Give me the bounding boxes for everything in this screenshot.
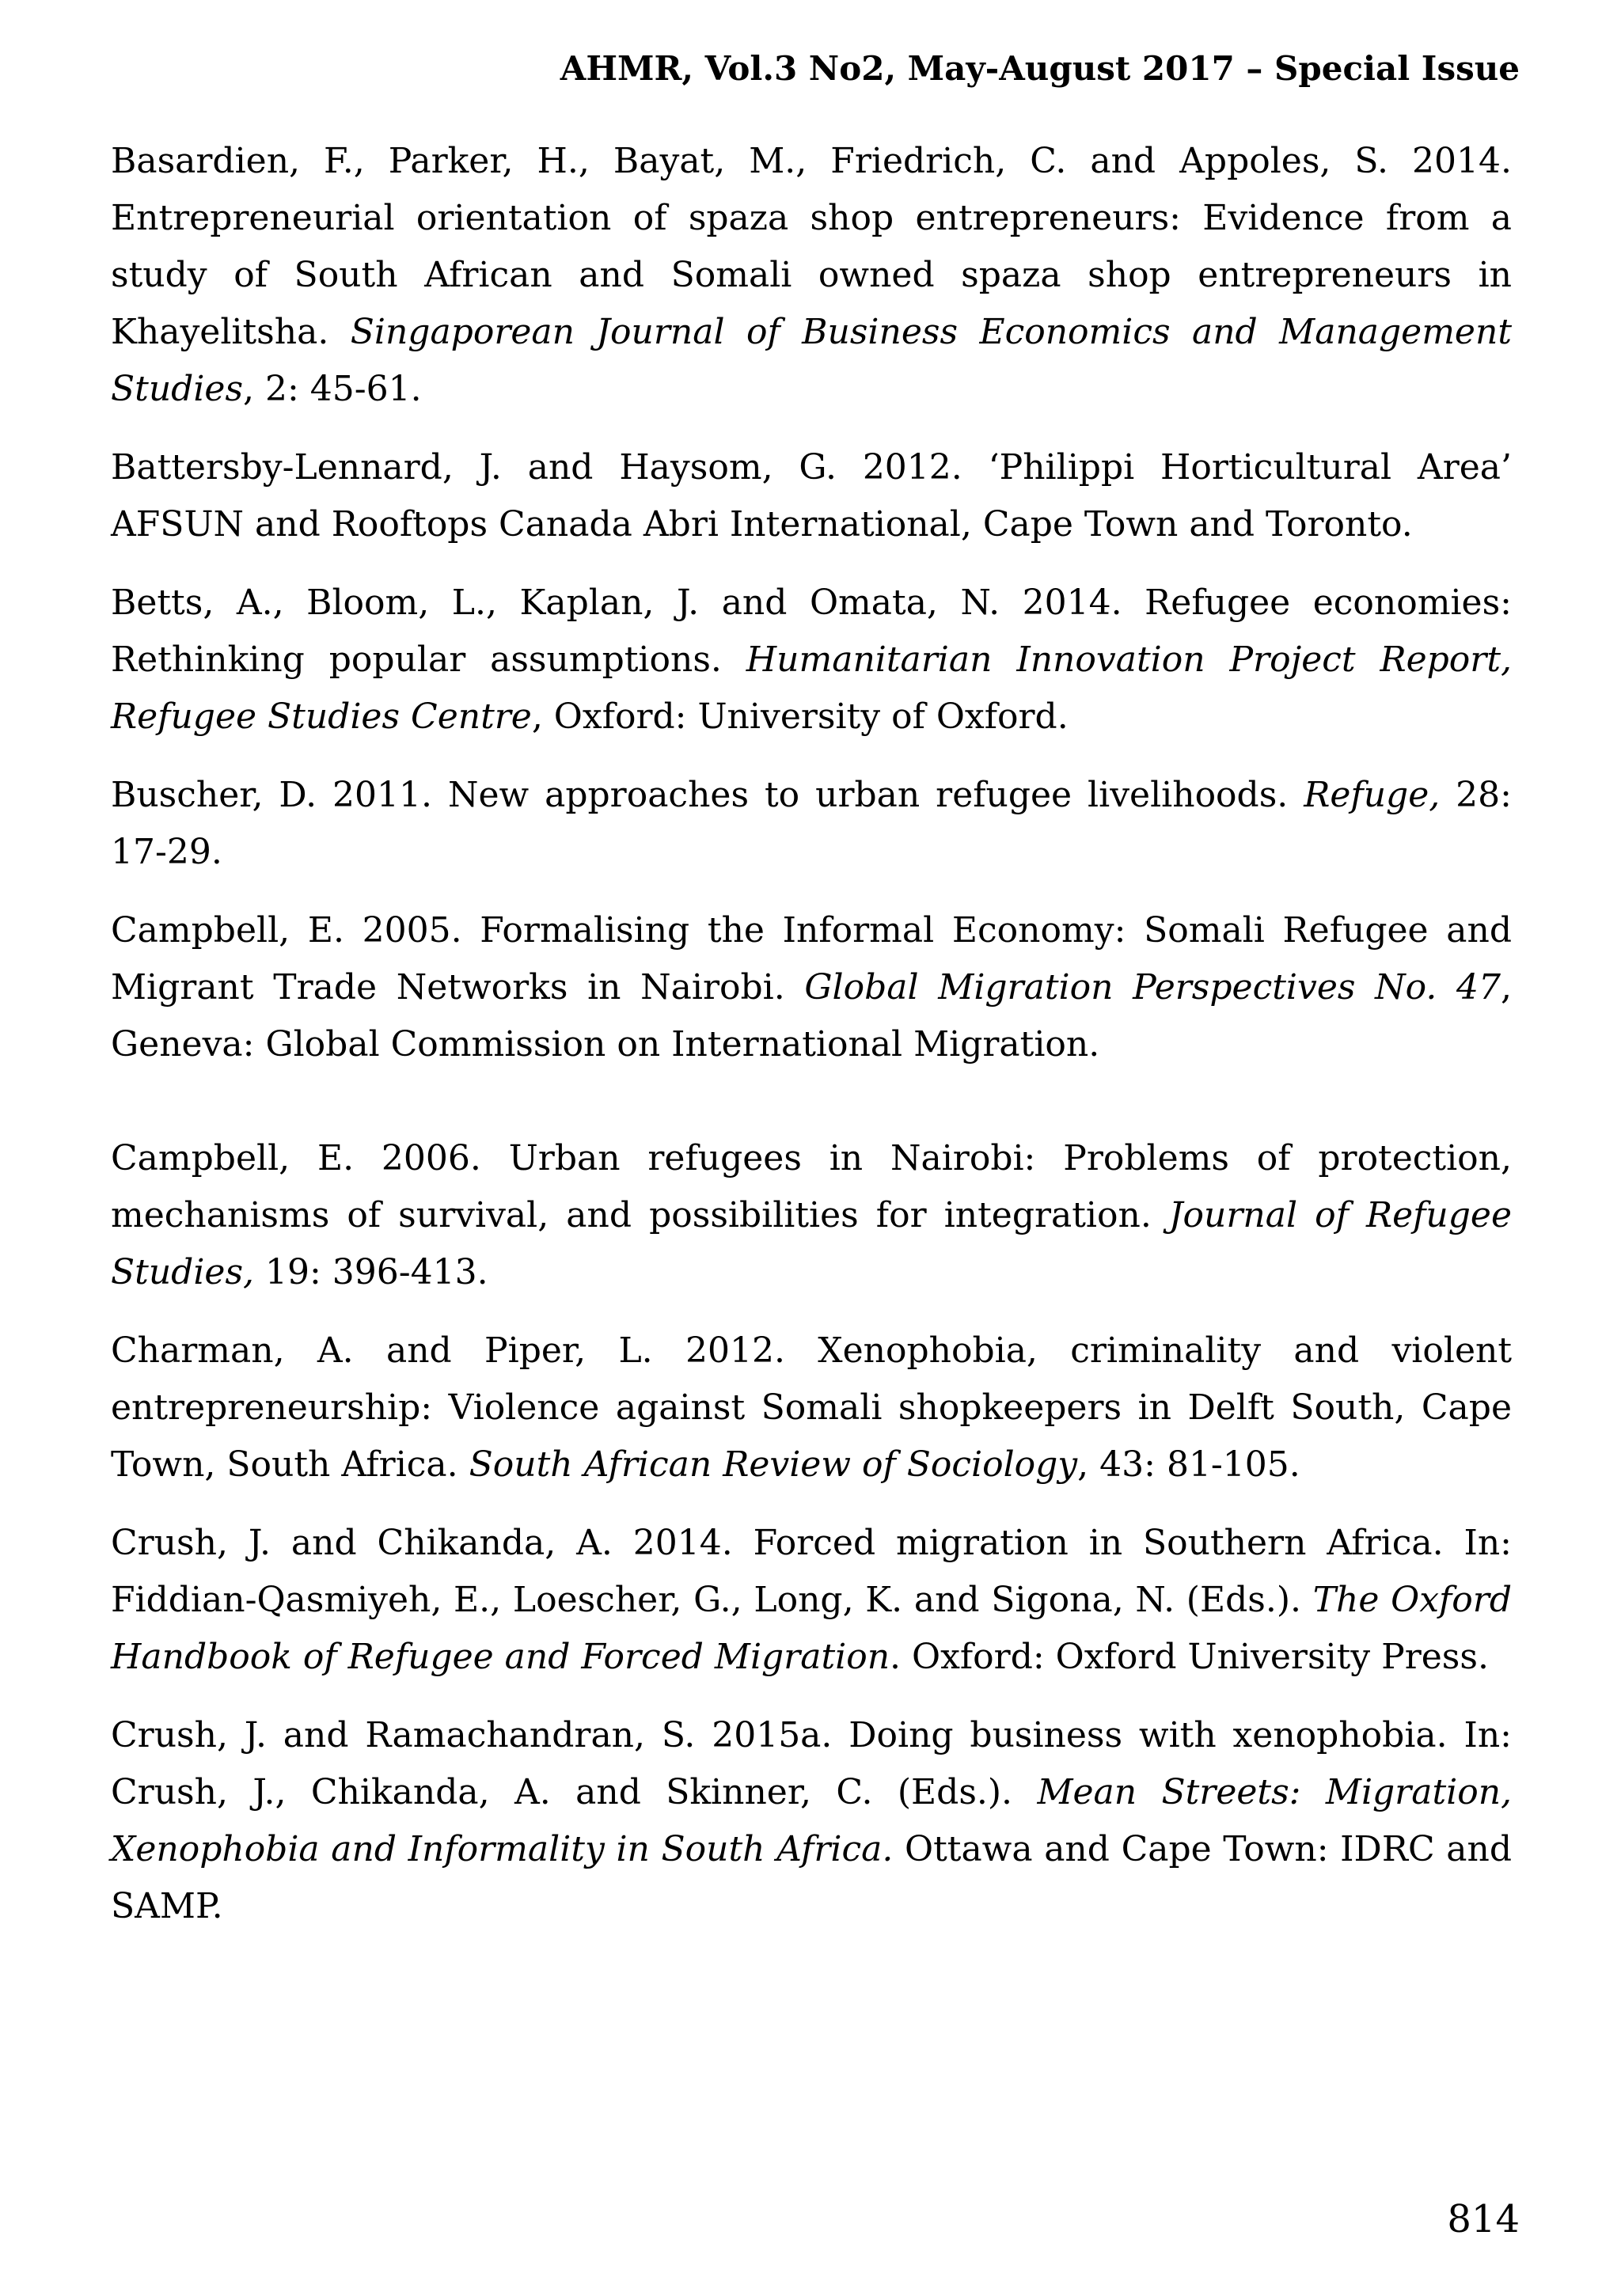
reference-buscher-2011 — [111, 767, 1512, 881]
reference-source-italic: Refuge, — [1304, 775, 1441, 815]
reference-text: Campbell, E. 2006. Urban refugees in Nairobi: Problems of protection, mechanisms of survival, and possibilities for integration. — [111, 1138, 1512, 1235]
reference-details: Ottawa and Cape Town: IDRC and SAMP. — [111, 1829, 1512, 1926]
reference-basardien-2014 — [111, 133, 1512, 418]
running-header: AHMR, Vol.3 No2, May-August 2017 – Special Issue — [560, 49, 1520, 88]
reference-source-italic: South African Review of Sociology — [469, 1444, 1078, 1485]
reference-text: Charman, A. and Piper, L. 2012. Xenophobia, criminality and violent entrepreneurship: Violence against Somali shopkeepers in Delft South, Cape Town, South Africa. — [111, 1330, 1512, 1485]
reference-text: Betts, A., Bloom, L., Kaplan, J. and Omata, N. 2014. Refugee economies: Rethinking popular assumptions. — [111, 583, 1512, 680]
reference-list — [111, 133, 1512, 1956]
reference-details: , Oxford: University of Oxford. — [531, 696, 1069, 737]
reference-source-italic: Humanitarian Innovation Project Report, Refugee Studies Centre — [111, 639, 1512, 737]
reference-text: Basardien, F., Parker, H., Bayat, M., Friedrich, C. and Appoles, S. 2014. Entrepreneurial orientation of spaza shop entrepreneurs: Evidence from a study of South African and Somali owned spaza shop entrepreneurs in Khayelitsha. — [111, 141, 1512, 352]
reference-text: Buscher, D. 2011. New approaches to urban refugee livelihoods. — [111, 775, 1304, 815]
reference-source-italic: The Oxford Handbook of Refugee and Forced Migration — [111, 1580, 1512, 1677]
reference-charman-piper-2012 — [111, 1323, 1512, 1493]
reference-text: Battersby-Lennard, J. and Haysom, G. 2012. ‘Philippi Horticultural Area’ AFSUN and Rooftops Canada Abri International, Cape Town and Toronto. — [111, 447, 1512, 545]
reference-battersby-lennard-2012 — [111, 439, 1512, 553]
reference-crush-chikanda-2014 — [111, 1515, 1512, 1686]
reference-crush-ramachandran-2015a — [111, 1707, 1512, 1935]
reference-source-italic: Global Migration Perspectives No. 47 — [804, 967, 1501, 1008]
reference-campbell-2006 — [111, 1130, 1512, 1301]
reference-source-italic: Journal of Refugee Studies, — [111, 1195, 1513, 1292]
reference-details: 19: 396-413. — [254, 1252, 488, 1292]
reference-details: 28: 17-29. — [111, 775, 1512, 872]
page-number: 814 — [1447, 2197, 1520, 2241]
reference-text: Campbell, E. 2005. Formalising the Informal Economy: Somali Refugee and Migrant Trade Networks in Nairobi. — [111, 910, 1512, 1008]
reference-details: , 43: 81-105. — [1077, 1444, 1300, 1485]
reference-details: . Oxford: Oxford University Press. — [890, 1637, 1489, 1677]
reference-details: , 2: 45-61. — [243, 369, 422, 409]
reference-details: , Geneva: Global Commission on International Migration. — [111, 967, 1512, 1065]
reference-campbell-2005 — [111, 902, 1512, 1073]
reference-source-italic: Singaporean Journal of Business Economics and Management Studies — [111, 312, 1512, 409]
reference-text: Crush, J. and Ramachandran, S. 2015a. Doing business with xenophobia. In: Crush, J., Chikanda, A. and Skinner, C. (Eds.). — [111, 1715, 1512, 1812]
reference-text: Crush, J. and Chikanda, A. 2014. Forced migration in Southern Africa. In: Fiddian-Qasmiyeh, E., Loescher, G., Long, K. and Sigona, N. (Eds.). — [111, 1523, 1512, 1620]
reference-source-italic: Mean Streets: Migration, Xenophobia and Informality in South Africa. — [111, 1772, 1513, 1869]
reference-betts-2014 — [111, 575, 1512, 746]
